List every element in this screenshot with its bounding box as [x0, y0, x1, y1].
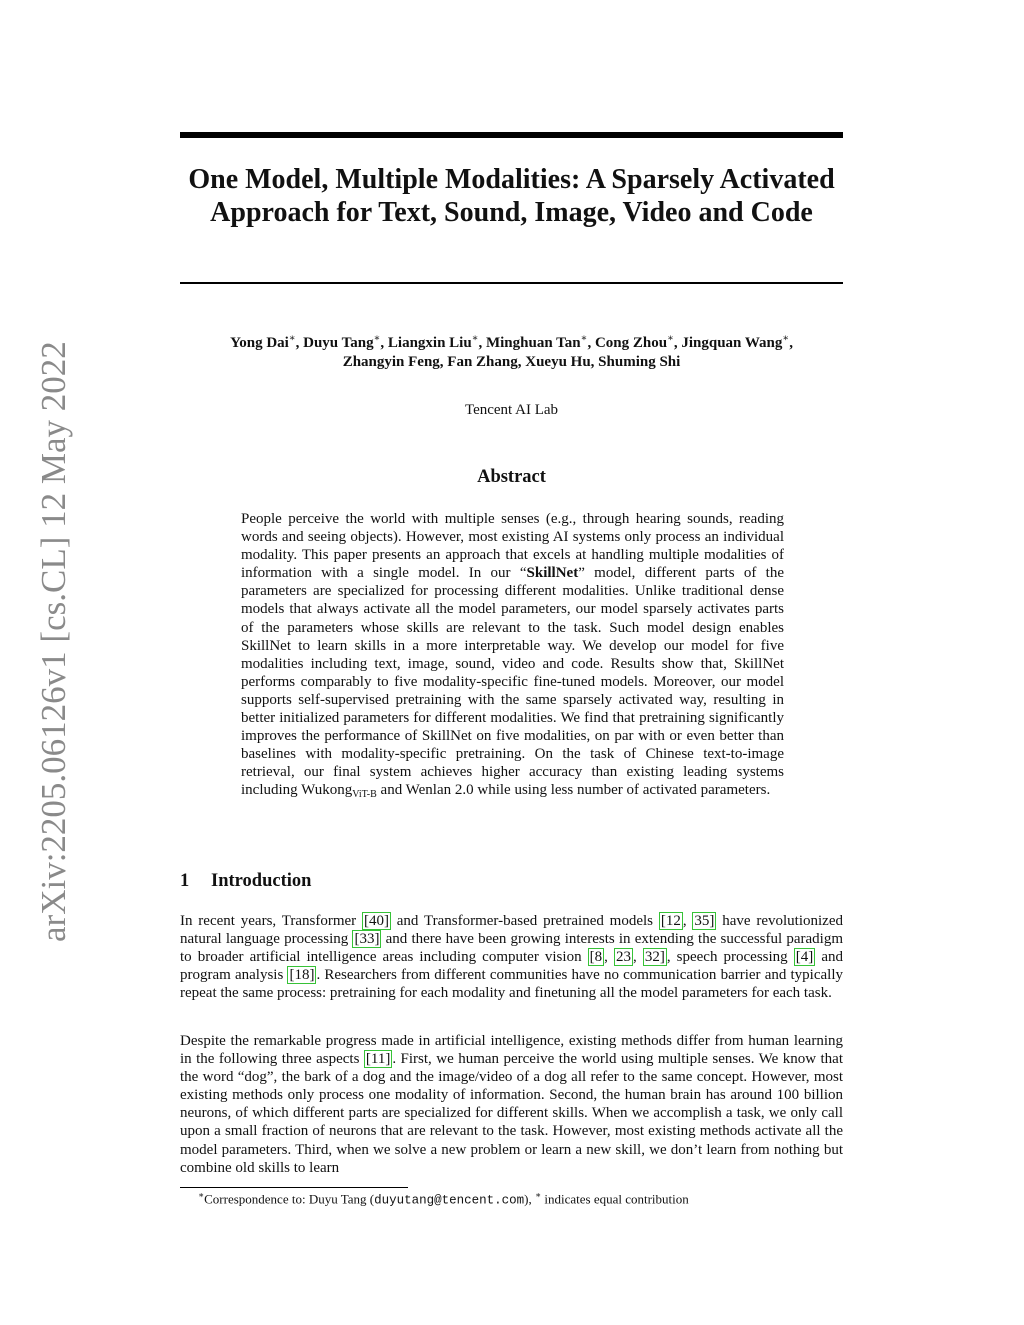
citation-separator: , — [682, 913, 693, 929]
title-top-rule — [180, 132, 843, 138]
equal-contribution-mark: ∗ — [580, 333, 588, 344]
abstract-heading: Abstract — [477, 467, 546, 487]
footnote-text: indicates equal contribution — [541, 1191, 689, 1207]
affiliation: Tencent AI Lab — [464, 402, 559, 418]
citation-link[interactable]: [11] — [365, 1051, 391, 1068]
author-name: Jingquan Wang — [681, 335, 783, 351]
wukong-subscript: ViT-B — [352, 789, 377, 801]
paragraph-text: . First, we human perceive the world using multiple senses. We know that the word “dog”, the bark of a dog and the image/video of a dog all refer to the same concept. However, most existing methods only process one modality of information. Second, the human brain has around 100 billion neurons, of which different parts are specialized for different skills. When we accomplish a task, we only call upon a small fraction of neurons that are relevant to the task. However, most existing methods activate all the model parameters. Third, when we solve a new problem or learn a new skill, we don’t learn from nothing but combine old skills to learn — [180, 1051, 843, 1176]
author-name: Yong Dai — [230, 335, 289, 351]
paragraph-text: , speech processing — [666, 949, 794, 966]
abstract-text-part: and Wenlan 2.0 while using less number of activated parameters. — [376, 782, 771, 799]
paragraph-text: and program analysis — [180, 949, 844, 984]
footnote — [198, 1190, 689, 1207]
footnote-text: ), — [524, 1191, 535, 1207]
paragraph-text: Despite the remarkable progress made in artificial intelligence, existing methods differ from human learning in the following three aspects — [180, 1033, 843, 1068]
author-name: Cong Zhou — [594, 335, 668, 351]
citation-link[interactable]: 32] — [644, 949, 665, 966]
citation-link[interactable]: 35] — [694, 913, 715, 929]
intro-paragraph-1 — [180, 912, 843, 1002]
author-name: Liangxin Liu — [387, 335, 472, 351]
skillnet-name: SkillNet — [526, 565, 579, 582]
footnote-text: Correspondence to: Duyu Tang ( — [204, 1191, 375, 1207]
email-link[interactable]: duyutang@tencent.com — [374, 1193, 525, 1208]
citation-separator: , — [632, 949, 643, 966]
paragraph-text: . Researchers from different communities have no communication barrier and typically repeat the same process: pretraining for each modality and finetuning all the model parameters for each task. — [180, 967, 844, 1002]
author-list: Yong Dai∗, Duyu Tang∗, Liangxin Liu∗, Minghuan Tan∗, Cong Zhou∗, Jingquan Wang∗, Zhangyin Feng, Fan Zhang, Xueyu Hu, Shuming Shi — [230, 333, 793, 370]
abstract-text — [241, 510, 784, 805]
section-title: Introduction — [211, 871, 312, 891]
equal-contribution-mark: ∗ — [471, 333, 479, 344]
author-name: Minghuan Tan — [485, 335, 581, 351]
abstract-text-part: ” model, different parts of the parameters are specialized for processing different modalities. Unlike traditional dense models that always activate all the model parameters, our model sparsely activates parts of the parameters whose skills are relevant to the task. Such model design enables SkillNet to learn skills in a more interpretable way. We develop our model for five modalities including text, image, sound, video and code. Results show that, SkillNet performs comparably to five modality-specific fine-tuned models. Moreover, our model supports self-supervised pretraining with the same sparsely activated way, resulting in better initialized parameters for different modalities. We find that pretraining significantly improves the performance of SkillNet on five modalities, on par with or even better than baselines with modality-specific pretraining. On the task of Chinese text-to-image retrieval, our final system achieves higher accuracy than existing leading systems including Wukong — [241, 565, 784, 799]
abstract-text-part: People perceive the world with multiple senses (e.g., through hearing sounds, reading words and seeing objects). However, most existing AI systems only process an individual modality. This paper presents an approach that excels at handling multiple modalities of information with a single model. In our “ — [241, 511, 784, 582]
equal-contribution-mark: ∗ — [288, 333, 296, 344]
equal-contribution-mark: ∗ — [782, 333, 790, 344]
citation-link[interactable]: [12 — [660, 913, 681, 929]
citation-link[interactable]: [8 — [589, 949, 603, 966]
footnote-mark: ∗ — [198, 1190, 205, 1200]
paragraph-text: In recent years, Transformer — [180, 913, 362, 929]
citation-link[interactable]: 23 — [615, 949, 631, 966]
title-bottom-rule — [180, 282, 843, 284]
paragraph-text: have revolutionized natural language processing — [180, 913, 843, 948]
citation-separator: , — [604, 949, 614, 966]
paragraph-text: and Transformer-based pretrained models — [390, 913, 659, 929]
section-number: 1 — [180, 871, 190, 891]
author-names-line-2: Zhangyin Feng, Fan Zhang, Xueyu Hu, Shuming Shi — [342, 354, 681, 370]
paragraph-text: and there have been growing interests in extending the successful paradigm to broader artificial intelligence areas including computer vision — [180, 931, 843, 966]
author-name: Duyu Tang — [303, 335, 374, 351]
intro-paragraph-2 — [180, 1032, 843, 1177]
arxiv-stamp: arXiv:2205.06126v1 [cs.CL] 12 May 2022 — [34, 341, 73, 942]
citation-link[interactable]: [4] — [795, 949, 814, 966]
footnote-rule — [180, 1187, 408, 1188]
citation-link[interactable]: [18] — [289, 967, 315, 984]
citation-link[interactable]: [40] — [363, 913, 389, 929]
equal-contribution-mark: ∗ — [667, 333, 674, 344]
footnote-mark: ∗ — [534, 1190, 542, 1200]
paper-title: One Model, Multiple Modalities: A Sparsely Activated Approach for Text, Sound, Image, Video and Code — [188, 164, 835, 228]
equal-contribution-mark: ∗ — [373, 333, 381, 344]
section-heading — [180, 871, 311, 892]
citation-link[interactable]: [33] — [354, 931, 380, 948]
